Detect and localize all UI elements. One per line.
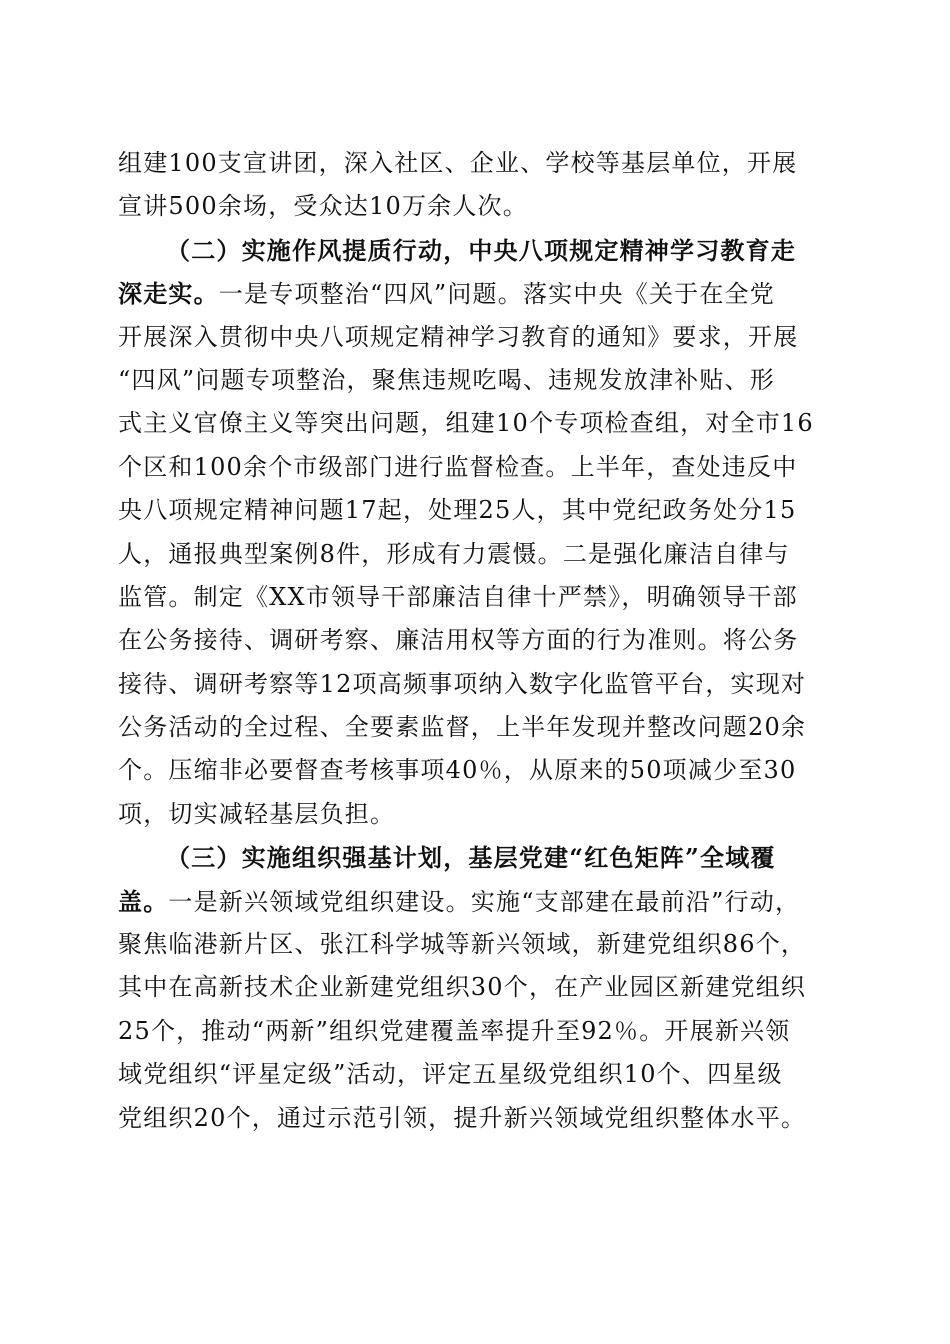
line-text: 在公务接待、调研考察、廉洁用权等方面的行为准则。将公务 (118, 626, 799, 655)
line-text: 人，通报典型案例8件，形成有力震慑。二是强化廉洁自律与 (118, 539, 790, 568)
line-text: 一是新兴领域党组织建设。实施“支部建在最前沿”行动， (168, 887, 801, 916)
line-text: 一是专项整治“四风”问题。落实中央《关于在全党 (218, 280, 775, 309)
line-text: 央八项规定精神问题17起，处理25人，其中党纪政务处分15 (118, 496, 797, 525)
line-text: 组建100支宣讲团，深入社区、企业、学校等基层单位，开展 (118, 149, 798, 177)
line-text: 党组织20个，通过示范引领，提升新兴领域党组织整体水平。 (118, 1103, 807, 1132)
text-line (118, 880, 830, 923)
text-line (118, 229, 830, 272)
line-text: 接待、调研考察等12项高频事项纳入数字化监管平台，实现对 (118, 669, 807, 698)
text-line (118, 533, 830, 576)
document-body (118, 142, 830, 1140)
text-line (118, 446, 830, 489)
text-line (118, 316, 830, 359)
text-line (118, 749, 830, 792)
line-text: 域党组织“评星定级”活动，评定五星级党组织10个、四星级 (118, 1060, 783, 1089)
text-line (118, 359, 830, 402)
line-text: 聚焦临港新片区、张江科学城等新兴领域，新建党组织86个， (118, 930, 807, 959)
text-line (118, 923, 830, 966)
text-line (118, 1010, 830, 1053)
text-line (118, 793, 830, 836)
line-text: 开展深入贯彻中央八项规定精神学习教育的通知》要求，开展 (118, 322, 799, 351)
bold-heading-text: 盖。 (118, 886, 169, 916)
line-text: 监管。制定《XX市领导干部廉洁自律十严禁》，明确领导干部 (118, 582, 798, 611)
line-text: 式主义官僚主义等突出问题，组建10个专项检查组，对全市16 (118, 409, 814, 438)
line-text: 其中在高新技术企业新建党组织30个，在产业园区新建党组织 (118, 973, 807, 1002)
text-line (118, 706, 830, 749)
bold-heading-text: 深走实。 (118, 279, 219, 309)
line-text: 宣讲500余场，受众达10万余人次。 (118, 192, 528, 221)
text-line (118, 402, 830, 445)
text-line (118, 1053, 830, 1096)
line-text: 个区和100余个市级部门进行监督检查。上半年，查处违反中 (118, 452, 798, 481)
text-line (118, 185, 830, 228)
line-text: “四风”问题专项整治，聚焦违规吃喝、违规发放津补贴、形 (118, 365, 775, 394)
bold-heading-text: （三）实施组织强基计划，基层党建“红色矩阵”全域覆 (166, 843, 776, 873)
text-line (118, 619, 830, 662)
text-line (118, 272, 830, 315)
text-line (118, 966, 830, 1009)
text-line (118, 1097, 830, 1140)
line-text: 公务活动的全过程、全要素监督，上半年发现并整改问题20余 (118, 713, 807, 742)
text-line (118, 142, 830, 185)
bold-heading-text: （二）实施作风提质行动，中央八项规定精神学习教育走 (166, 235, 796, 265)
text-line (118, 836, 830, 879)
text-line (118, 576, 830, 619)
text-line (118, 489, 830, 532)
line-text: 项，切实减轻基层负担。 (118, 799, 396, 828)
line-text: 个。压缩非必要督查考核事项40％，从原来的50项减少至30 (118, 756, 797, 785)
line-text: 25个，推动“两新”组织党建覆盖率提升至92％。开展新兴领 (118, 1016, 791, 1045)
text-line (118, 663, 830, 706)
